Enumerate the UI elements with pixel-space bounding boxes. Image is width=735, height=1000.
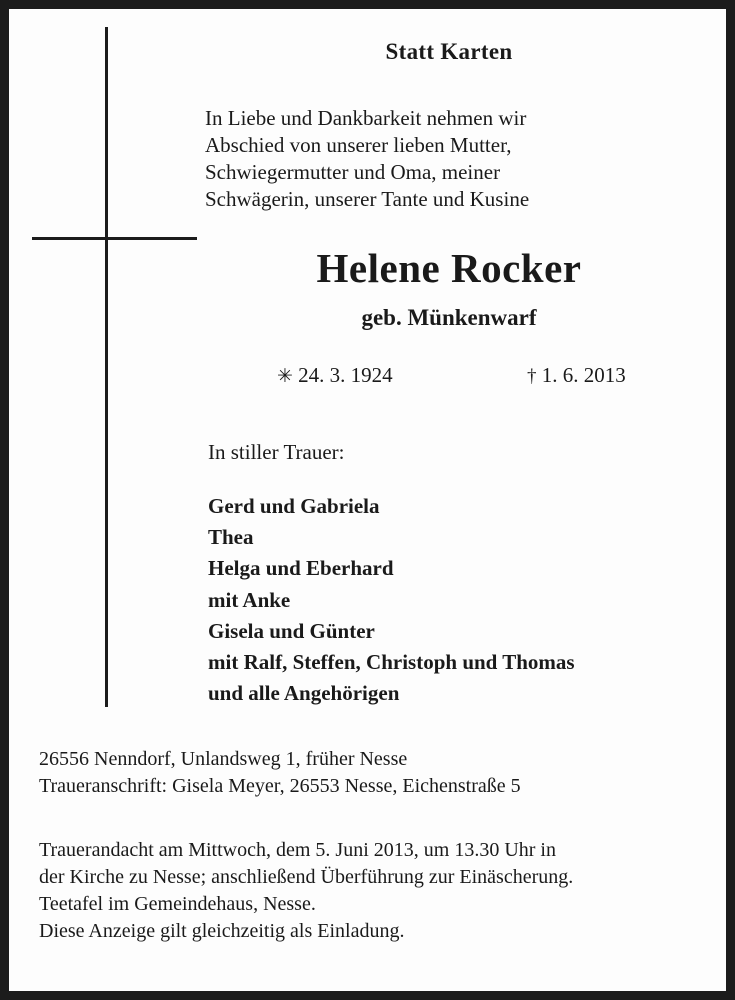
address-line: 26556 Nenndorf, Unlandsweg 1, früher Nesse bbox=[39, 748, 408, 770]
mourner-line: mit Ralf, Steffen, Christoph und Thomas bbox=[208, 650, 575, 675]
intro-line: In Liebe und Dankbarkeit nehmen wir bbox=[205, 106, 527, 130]
service-line: Diese Anzeige gilt gleichzeitig als Einladung. bbox=[39, 920, 405, 942]
deceased-name: Helene Rocker bbox=[316, 245, 582, 291]
mourners-list bbox=[208, 491, 575, 709]
intro-text bbox=[205, 105, 660, 213]
birth-star-icon: ✳ bbox=[277, 366, 293, 387]
mourner-line: Gisela und Günter bbox=[208, 618, 375, 643]
notice-body bbox=[9, 9, 726, 991]
address-block bbox=[39, 746, 521, 800]
mourner-line: Helga und Eberhard bbox=[208, 556, 394, 581]
death-date bbox=[527, 363, 626, 388]
notice-heading: Statt Karten bbox=[385, 39, 513, 64]
birth-date bbox=[277, 363, 393, 388]
mourner-line: und alle Angehörigen bbox=[208, 681, 400, 706]
intro-line: Schwiegermutter und Oma, meiner bbox=[205, 160, 501, 184]
cross-horizontal-icon bbox=[32, 237, 197, 240]
death-date-value: 1. 6. 2013 bbox=[541, 363, 626, 387]
deceased-maiden-name: geb. Münkenwarf bbox=[361, 305, 537, 330]
mourner-line: Gerd und Gabriela bbox=[208, 494, 380, 518]
intro-line: Schwägerin, unserer Tante und Kusine bbox=[205, 187, 530, 211]
mourner-line: Thea bbox=[208, 525, 254, 550]
cross-vertical-icon bbox=[105, 27, 108, 707]
address-line: Traueranschrift: Gisela Meyer, 26553 Nesse, Eichenstraße 5 bbox=[39, 775, 521, 797]
service-line: der Kirche zu Nesse; anschließend Überführung zur Einäscherung. bbox=[39, 866, 574, 888]
death-cross-icon: † bbox=[527, 366, 537, 387]
service-line: Teetafel im Gemeindehaus, Nesse. bbox=[39, 893, 316, 915]
mourning-label: In stiller Trauer: bbox=[208, 440, 345, 464]
service-details bbox=[39, 837, 719, 945]
birth-date-value: 24. 3. 1924 bbox=[298, 363, 393, 387]
service-line: Trauerandacht am Mittwoch, dem 5. Juni 2013, um 13.30 Uhr in bbox=[39, 839, 556, 861]
intro-line: Abschied von unserer lieben Mutter, bbox=[205, 133, 512, 157]
mourner-line: mit Anke bbox=[208, 587, 291, 612]
